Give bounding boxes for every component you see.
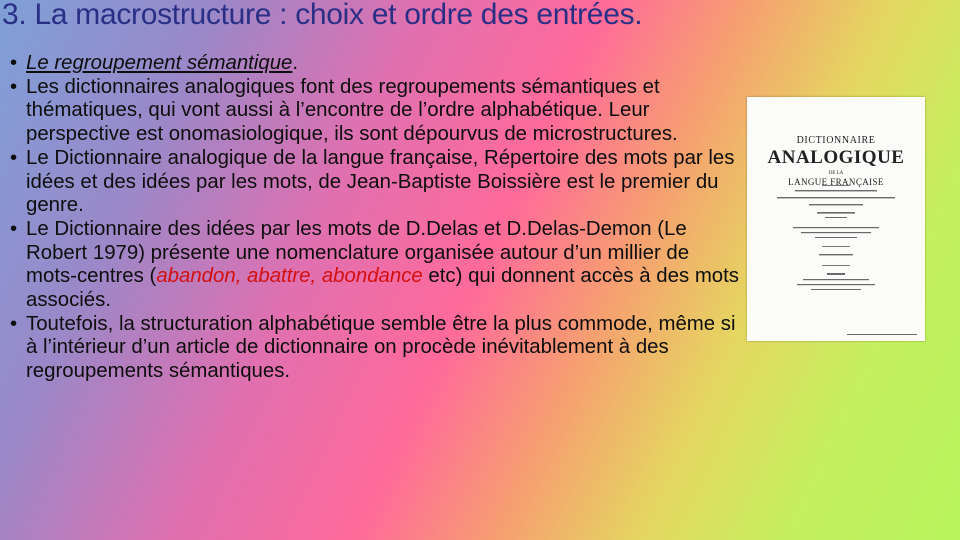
cover-text-line [795, 190, 877, 191]
cover-text-line [827, 273, 845, 275]
cover-text-line [777, 197, 895, 198]
bullet-list [10, 52, 745, 384]
bullet-marker: • [10, 312, 18, 335]
paragraph-conclusion: Toutefois, la structuration alphabétique semble être la plus commode, même si à l’intérieur d’un article de dictionnaire on procède inévitablement à des regroupements sémantiques. [26, 312, 736, 383]
cover-text-line [797, 284, 875, 285]
highlighted-example-words: abandon, abattre, abondance [156, 265, 423, 288]
section-heading-punct: . [292, 52, 299, 74]
cover-text-line [847, 334, 917, 335]
list-item [10, 218, 745, 313]
paragraph-delas-before: Le Dictionnaire des idées par les mots de D.Delas et D.Delas-Demon (Le Robert 1979) présente une nomenclature organisée autour d’un millier de mots-centres ( [26, 217, 690, 288]
book-cover-image [747, 97, 925, 341]
cover-line-de-la: DE LA [828, 171, 844, 176]
cover-rule [822, 246, 850, 247]
page-title: 3. La macrostructure : choix et ordre des entrées. [2, 0, 643, 31]
list-item [10, 76, 745, 147]
bullet-marker: • [10, 75, 18, 98]
cover-rule [822, 185, 850, 186]
cover-text-line [817, 212, 855, 214]
cover-text-line [803, 279, 869, 280]
list-item [10, 313, 745, 384]
bullet-marker: • [10, 146, 18, 169]
cover-text-line [825, 217, 847, 218]
paragraph-analogical-dictionaries: Les dictionnaires analogiques font des regroupements sémantiques et thématiques, qui vont aussi à l’encontre de l’ordre alphabétique. Leur perspective est onomasiologique, ils sont dépourvus de microstructures. [26, 75, 678, 146]
cover-text-line [801, 232, 871, 233]
cover-line-langue-francaise: LANGUE FRANÇAISE [788, 177, 884, 187]
section-heading: Le regroupement sémantique [26, 52, 293, 74]
cover-line-dictionnaire: DICTIONNAIRE [796, 135, 876, 146]
cover-text-line [819, 254, 853, 255]
cover-text-line [815, 237, 857, 238]
bullet-marker: • [10, 52, 18, 74]
paragraph-delas-after: etc) qui donnent accès à des mots associés. [26, 265, 739, 312]
paragraph-boissiere: Le Dictionnaire analogique de la langue française, Répertoire des mots par les idées et des idées par les mots, de Jean-Baptiste Boissière est le premier du genre. [26, 146, 735, 217]
cover-text-line [811, 289, 861, 290]
cover-rule [822, 265, 850, 266]
cover-line-analogique: ANALOGIQUE [767, 147, 905, 168]
list-item [10, 52, 745, 76]
list-item [10, 147, 745, 218]
bullet-marker: • [10, 217, 18, 240]
cover-text-line [809, 204, 863, 205]
cover-text-line [793, 227, 879, 228]
cover-printed-marks [747, 97, 925, 341]
